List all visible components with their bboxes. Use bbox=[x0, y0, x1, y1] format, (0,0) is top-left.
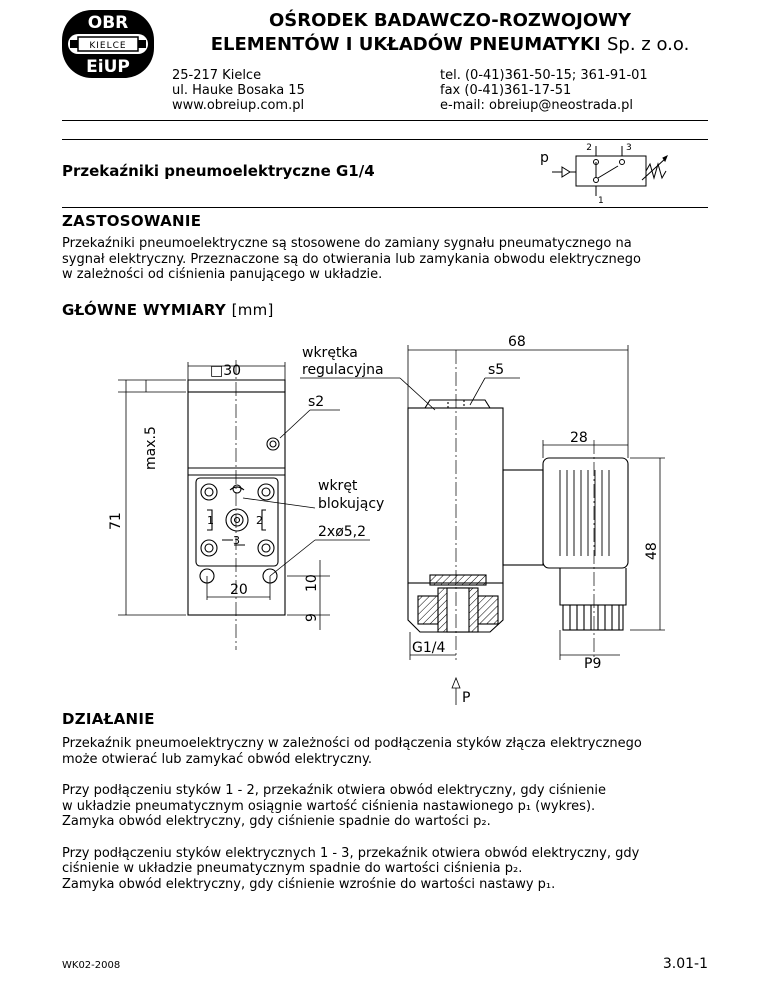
label-holes: 2xø5,2 bbox=[318, 524, 367, 540]
contact-email: e-mail: obreiup@neostrada.pl bbox=[440, 98, 634, 113]
label-p: P bbox=[462, 690, 471, 706]
side-view bbox=[408, 350, 628, 660]
section-heading-wymiary bbox=[62, 301, 274, 319]
dim-20: 20 bbox=[230, 582, 248, 598]
pneumatic-symbol bbox=[530, 140, 670, 204]
company-logo bbox=[60, 8, 156, 80]
footer-page: 3.01-1 bbox=[662, 956, 708, 972]
conn-2: 2 bbox=[256, 514, 263, 527]
label-wkret: wkręt bbox=[318, 478, 358, 494]
conn-3: 3 bbox=[233, 534, 240, 547]
symbol-port2: 2 bbox=[586, 143, 592, 153]
dzialanie-p2-line: Przy podłączeniu styków 1 - 2, przekaźnik otwiera obwód elektryczny, gdy ciśnienie bbox=[62, 783, 606, 798]
logo-top: OBR bbox=[87, 13, 129, 33]
label-s5: s5 bbox=[488, 362, 505, 378]
section-heading-zastosowanie: ZASTOSOWANIE bbox=[62, 212, 202, 230]
contact-block bbox=[440, 68, 648, 113]
label-wkretka: wkrętka bbox=[302, 345, 358, 361]
logo-middle: KIELCE bbox=[89, 41, 127, 51]
dzialanie-p1-line: Przekaźnik pneumoelektryczny w zależności od podłączenia styków złącza elektrycznego bbox=[62, 736, 642, 751]
address-street: ul. Hauke Bosaka 15 bbox=[172, 83, 305, 98]
company-name-line1: OŚRODEK BADAWCZO-ROZWOJOWY bbox=[268, 10, 632, 31]
label-regulacyjna: regulacyjna bbox=[302, 362, 384, 378]
label-g14: G1/4 bbox=[412, 640, 446, 656]
product-title: Przekaźniki pneumoelektryczne G1/4 bbox=[62, 162, 375, 180]
dim-48: 48 bbox=[644, 542, 660, 560]
symbol-port3: 3 bbox=[626, 143, 632, 153]
rule-3 bbox=[62, 207, 708, 208]
company-name bbox=[150, 9, 750, 57]
wymiary-heading: GŁÓWNE WYMIARY bbox=[62, 301, 227, 319]
conn-1: 1 bbox=[207, 514, 214, 527]
zastosowanie-text bbox=[62, 236, 641, 283]
label-s2: s2 bbox=[308, 394, 325, 410]
section-heading-dzialanie: DZIAŁANIE bbox=[62, 710, 155, 728]
wymiary-unit: [mm] bbox=[231, 301, 274, 319]
dim-28: 28 bbox=[570, 430, 588, 446]
contact-tel: tel. (0-41)361-50-15; 361-91-01 bbox=[440, 68, 648, 83]
address-city: 25-217 Kielce bbox=[172, 68, 262, 83]
dzialanie-p3-line: ciśnienie w układzie pneumatycznym spadnie do wartości ciśnienia p₂. bbox=[62, 861, 523, 876]
address-block bbox=[172, 68, 305, 113]
footer-code: WK02-2008 bbox=[62, 960, 121, 971]
zastosowanie-line: w zależności od ciśnienia panującego w układzie. bbox=[62, 267, 383, 282]
address-website: www.obreiup.com.pl bbox=[172, 98, 305, 113]
contact-fax: fax (0-41)361-17-51 bbox=[440, 83, 572, 98]
zastosowanie-line: Przekaźniki pneumoelektryczne są stosowene do zamiany sygnału pneumatycznego na bbox=[62, 236, 632, 251]
dim-max5: max.5 bbox=[143, 426, 159, 470]
company-suffix: Sp. z o.o. bbox=[606, 34, 690, 55]
dim-9: 9 bbox=[304, 613, 320, 622]
symbol-port1: 1 bbox=[598, 196, 604, 204]
dzialanie-p2-line: w układzie pneumatycznym osiągnie wartość ciśnienia nastawionego p₁ (wykres). bbox=[62, 798, 596, 814]
front-view bbox=[188, 360, 285, 650]
company-name-line2: ELEMENTÓW I UKŁADÓW PNEUMATYKI bbox=[210, 34, 601, 55]
dzialanie-p3-line: Zamyka obwód elektryczny, gdy ciśnienie wzrośnie do wartości nastawy p₁. bbox=[62, 876, 556, 892]
dzialanie-text bbox=[62, 736, 742, 892]
symbol-p: p bbox=[540, 150, 549, 166]
technical-drawing bbox=[0, 330, 768, 710]
rule-1 bbox=[62, 120, 708, 121]
dzialanie-p1-line: może otwierać lub zamykać obwód elektryczny. bbox=[62, 751, 373, 767]
dim-sq30: □30 bbox=[210, 363, 242, 379]
zastosowanie-line: sygnał elektryczny. Przeznaczone są do otwierania lub zamykania obwodu elektrycznego bbox=[62, 251, 641, 267]
label-blokujacy: blokujący bbox=[318, 496, 385, 512]
dzialanie-p3-line: Przy podłączeniu styków elektrycznych 1 - 3, przekaźnik otwiera obwód elektryczny, gdy bbox=[62, 845, 640, 861]
label-p9: P9 bbox=[584, 656, 602, 672]
dzialanie-p2-line: Zamyka obwód elektryczny, gdy ciśnienie spadnie do wartości p₂. bbox=[62, 814, 491, 829]
dim-68: 68 bbox=[508, 334, 526, 350]
logo-bottom: EiUP bbox=[86, 57, 130, 77]
dim-71: 71 bbox=[108, 512, 124, 530]
dim-10: 10 bbox=[304, 574, 320, 592]
